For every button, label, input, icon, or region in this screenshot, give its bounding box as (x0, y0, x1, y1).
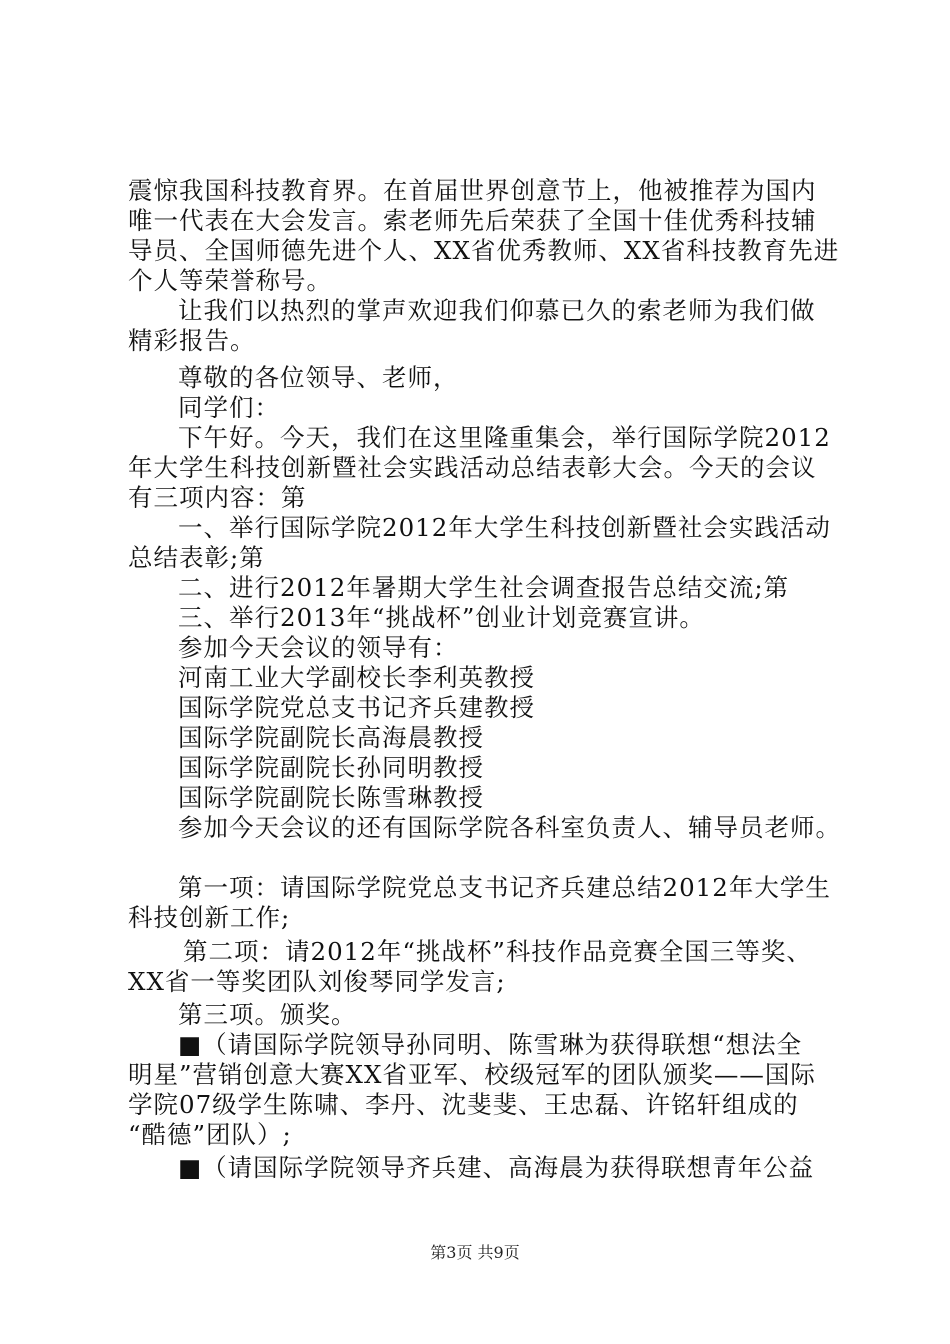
paragraph-line: 个人等荣誉称号。 (128, 266, 332, 295)
paragraph-line: 有三项内容：第 (128, 483, 307, 512)
paragraph-line: 参加今天会议的领导有： (178, 633, 459, 662)
page-number-footer: 第3页 共9页 (430, 1243, 520, 1262)
paragraph-line: 二、进行2012年暑期大学生社会调查报告总结交流;第 (178, 573, 790, 602)
paragraph-line: 科技创新工作; (128, 903, 291, 932)
paragraph-line: “酷德”团队）; (128, 1120, 292, 1149)
paragraph-line: 精彩报告。 (128, 326, 256, 355)
paragraph-line: 第三项。颁奖。 (178, 1000, 357, 1029)
paragraph-line: 国际学院副院长高海晨教授 (178, 723, 484, 752)
paragraph-line: 一、举行国际学院2012年大学生科技创新暨社会实践活动 (178, 513, 831, 542)
paragraph-line: 第二项：请2012年“挑战杯”科技作品竞赛全国三等奖、 (183, 937, 812, 966)
paragraph-line: 三、举行2013年“挑战杯”创业计划竞赛宣讲。 (178, 603, 705, 632)
paragraph-line: 唯一代表在大会发言。索老师先后荣获了全国十佳优秀科技辅 (128, 206, 817, 235)
paragraph-line: 学院07级学生陈啸、李丹、沈斐斐、王忠磊、许铭轩组成的 (128, 1090, 799, 1119)
paragraph-line: 年大学生科技创新暨社会实践活动总结表彰大会。今天的会议 (128, 453, 817, 482)
paragraph-line: 导员、全国师德先进个人、XX省优秀教师、XX省科技教育先进 (128, 236, 840, 265)
paragraph-line: 明星”营销创意大赛XX省亚军、校级冠军的团队颁奖——国际 (128, 1060, 816, 1089)
paragraph-line: 尊敬的各位领导、老师， (178, 363, 459, 392)
paragraph-line: 国际学院副院长孙同明教授 (178, 753, 484, 782)
paragraph-line: ■（请国际学院领导孙同明、陈雪琳为获得联想“想法全 (178, 1030, 803, 1059)
paragraph-line: 震惊我国科技教育界。在首届世界创意节上，他被推荐为国内 (128, 176, 817, 205)
paragraph-line: XX省一等奖团队刘俊琴同学发言; (128, 967, 506, 996)
paragraph-line: 总结表彰;第 (128, 543, 265, 572)
paragraph-line: ■（请国际学院领导齐兵建、高海晨为获得联想青年公益 (178, 1153, 815, 1182)
paragraph-line: 参加今天会议的还有国际学院各科室负责人、辅导员老师。 (178, 813, 841, 842)
paragraph-line: 同学们： (178, 393, 280, 422)
paragraph-line: 下午好。今天，我们在这里隆重集会，举行国际学院2012 (178, 423, 831, 452)
paragraph-line: 国际学院党总支书记齐兵建教授 (178, 693, 535, 722)
paragraph-line: 国际学院副院长陈雪琳教授 (178, 783, 484, 812)
paragraph-line: 让我们以热烈的掌声欢迎我们仰慕已久的索老师为我们做 (178, 296, 816, 325)
paragraph-line: 第一项：请国际学院党总支书记齐兵建总结2012年大学生 (178, 873, 831, 902)
paragraph-line: 河南工业大学副校长李利英教授 (178, 663, 535, 692)
